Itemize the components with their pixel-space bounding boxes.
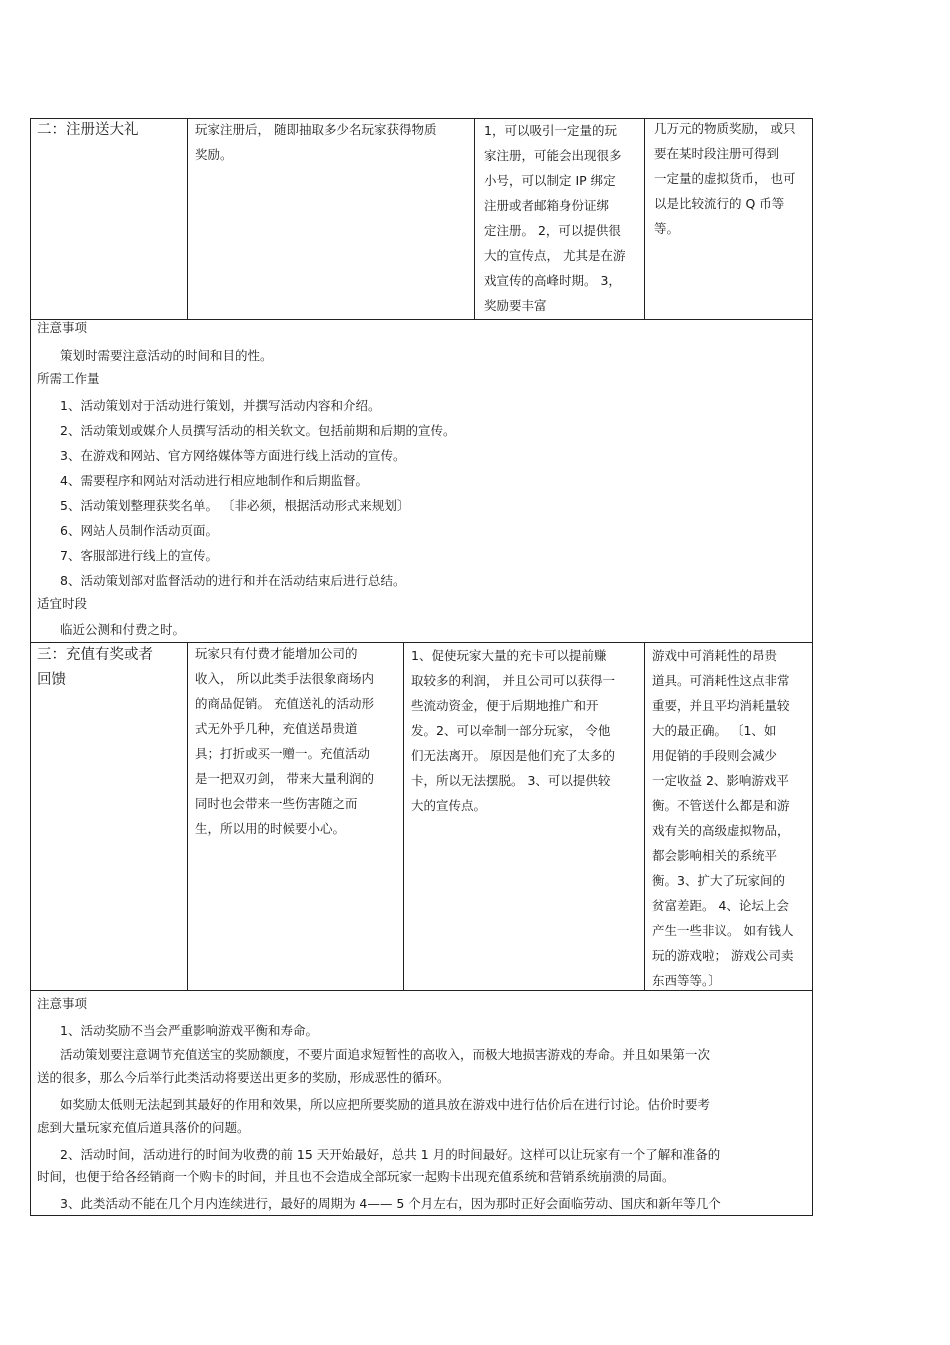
notes3-p4-line1: 2、活动时间，活动进行的时间为收费的前 15 天开始最好，总共 1 月的时间最好。这样可以让玩家有一个了解和准备的 [60,1147,721,1162]
workload-list [60,393,455,593]
workload-item: 8、活动策划部对监督活动的进行和并在活动结束后进行总结。 [60,573,406,588]
row3-risks-line: 衡。不管送什么都是和游 [652,798,790,813]
timing-text: 临近公测和付费之时。 [60,622,186,637]
workload-item: 1、活动策划对于活动进行策划，并撰写活动内容和介绍。 [60,398,381,413]
row1-advantages-line: 奖励要丰富 [484,298,547,313]
row3-description-line: 生，所以用的时候要小心。 [195,821,346,836]
notes3-p3-line2: 虑到大量玩家充值后道具落价的问题。 [37,1120,250,1135]
row3-advantages-line: 些流动资金，便于后期地推广和开 [411,698,599,713]
row1-advantages-line: 定注册。 2，可以提供很 [484,223,621,238]
row1-divider-1 [187,118,188,319]
row1-advantages-line: 小号，可以制定 IP 绑定 [484,173,616,188]
row1-advantages [484,118,625,318]
row3-divider-3 [644,642,645,990]
row3-risks-line: 玩的游戏啦； 游戏公司卖 [652,948,794,963]
row1-divider-2 [474,118,475,319]
row3-description-line: 具；打折或买一赠一。充值活动 [195,746,371,761]
row1-divider-3 [644,118,645,319]
row1-rewards-line: 要在某时段注册可得到 [654,146,780,161]
row3-description-line: 的商品促销。 充值送礼的活动形 [195,696,374,711]
row3-risks-line: 用促销的手段则会减少 [652,748,778,763]
row1-rewards [654,116,795,241]
row3-description-line: 玩家只有付费才能增加公司的 [195,646,358,661]
row1-rewards-line: 以是比较流行的 Q 币等 [654,196,785,211]
notes3-p4-line2: 时间，也便于给各经销商一个购卡的时间，并且也不会造成全部玩家一起购卡出现充值系统和营销系统崩溃的局面。 [37,1169,675,1184]
row1-advantages-line: 1，可以吸引一定量的玩 [484,123,617,138]
row3-advantages-line: 发。2、可以牵制一部分玩家， 令他 [411,723,611,738]
notes3-label: 注意事项 [37,996,88,1011]
row3-risks-line: 贫富差距。 4、论坛上会 [652,898,789,913]
row3-risks-line: 衡。3、扩大了玩家间的 [652,873,785,888]
row3-risks-line: 游戏中可消耗性的昂贵 [652,648,778,663]
workload-label: 所需工作量 [37,371,100,386]
row3-risks [652,643,793,993]
row1-advantages-line: 大的宣传点， 尤其是在游 [484,248,626,263]
row3-divider-1 [187,642,188,990]
row3-risks-line: 大的最正确。 〔1、如 [652,723,777,738]
row3-description-line: 式无外乎几种，充值送昂贵道 [195,721,358,736]
notes3-p1: 1、活动奖励不当会严重影响游戏平衡和寿命。 [60,1023,318,1038]
row3-risks-line: 东西等等。〕 [652,973,721,988]
row1-bottom-rule [30,319,813,320]
row1-advantages-line: 注册或者邮箱身份证绑 [484,198,610,213]
notes1-text: 策划时需要注意活动的时间和目的性。 [60,348,273,363]
row3-advantages-line: 取较多的利润， 并且公司可以获得一 [411,673,615,688]
row1-advantages-line: 家注册，可能会出现很多 [484,148,622,163]
workload-item: 3、在游戏和网站、官方网络媒体等方面进行线上活动的宣传。 [60,448,406,463]
row3-description-line: 同时也会带来一些伤害随之而 [195,796,358,811]
row3-risks-line: 戏有关的高级虚拟物品， [652,823,790,838]
row3-advantages-line: 们无法离开。 原因是他们充了太多的 [411,748,615,763]
workload-item: 4、需要程序和网站对活动进行相应地制作和后期监督。 [60,473,368,488]
row3-description-line: 收入， 所以此类手法很象商场内 [195,671,374,686]
row3-risks-line: 道具。可消耗性这点非常 [652,673,790,688]
row3-risks-line: 都会影响相关的系统平 [652,848,778,863]
workload-item: 7、客服部进行线上的宣传。 [60,548,218,563]
timing-label: 适宜时段 [37,596,88,611]
row3-risks-line: 一定收益 2、影响游戏平 [652,773,789,788]
row3-divider-2 [403,642,404,990]
row3-title-line: 三：充值有奖或者 [37,647,153,663]
row3-risks-line: 重要，并且平均消耗量较 [652,698,790,713]
row3-risks-line: 产生一些非议。 如有钱人 [652,923,794,938]
workload-item: 2、活动策划或媒介人员撰写活动的相关软文。包括前期和后期的宣传。 [60,423,456,438]
notes1-label: 注意事项 [37,320,88,335]
row3-advantages [411,643,615,818]
notes3-p3-line1: 如奖励太低则无法起到其最好的作用和效果，所以应把所要奖励的道具放在游戏中进行估价后在进行讨论。估价时要考 [60,1097,711,1112]
notes3-p5: 3、此类活动不能在几个月内连续进行，最好的周期为 4—— 5 个月左右，因为那时正好会面临劳动、国庆和新年等几个 [60,1196,721,1211]
row3-advantages-line: 卡，所以无法摆脱。 3、可以提供较 [411,773,611,788]
row3-description-line: 是一把双刃剑， 带来大量利润的 [195,771,374,786]
row1-description-line: 玩家注册后， 随即抽取多少名玩家获得物质 [195,122,437,137]
workload-item: 6、网站人员制作活动页面。 [60,523,218,538]
row3-advantages-line: 1、促使玩家大量的充卡可以提前赚 [411,648,607,663]
notes3-p2-line2: 送的很多，那么今后举行此类活动将要送出更多的奖励，形成恶性的循环。 [37,1070,450,1085]
row1-advantages-line: 戏宣传的高峰时期。 3， [484,273,621,288]
workload-item: 5、活动策划整理获奖名单。 〔非必须，根据活动形式来规划〕 [60,498,410,513]
row3-advantages-line: 大的宣传点。 [411,798,487,813]
row1-rewards-line: 几万元的物质奖励， 或只 [654,121,796,136]
row3-title-line: 回馈 [37,672,66,688]
notes3-p2-line1: 活动策划要注意调节充值送宝的奖励额度，不要片面追求短暂性的高收入，而极大地损害游戏的寿命。并且如果第一次 [60,1047,711,1062]
row3-description [195,641,374,841]
row3-title [37,643,153,693]
row1-description-line: 奖励。 [195,147,233,162]
row1-description [195,117,436,167]
row1-title: 二：注册送大礼 [37,122,139,138]
row1-rewards-line: 等。 [654,221,680,236]
row1-rewards-line: 一定量的虚拟货币， 也可 [654,171,796,186]
